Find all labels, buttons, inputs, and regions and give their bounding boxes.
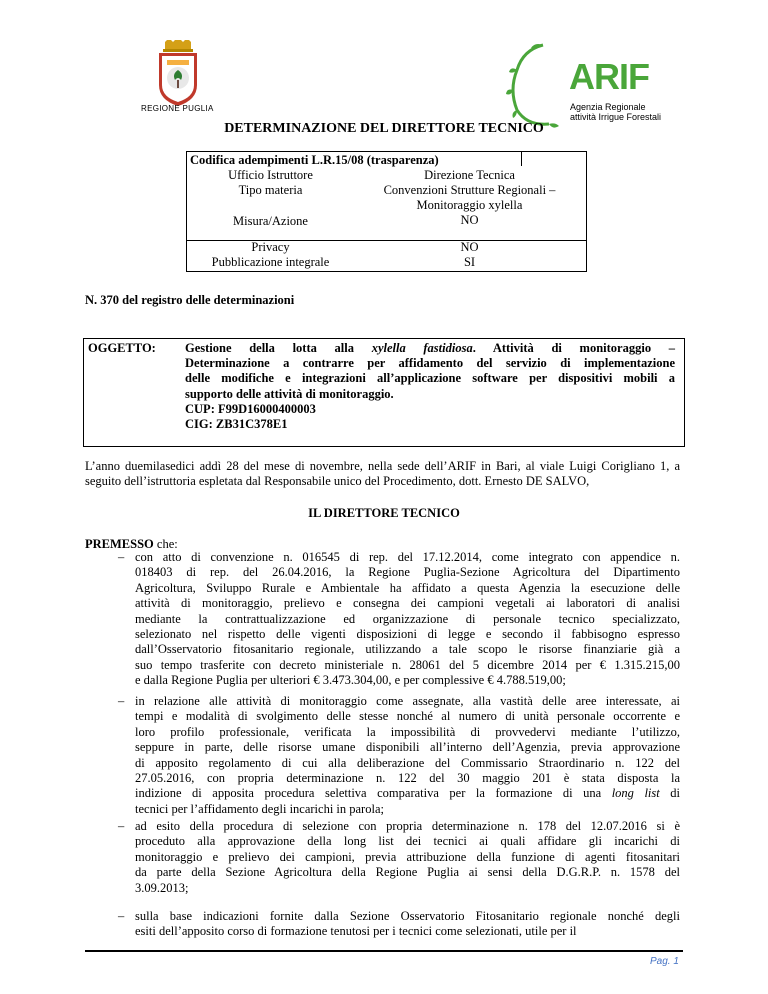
meta-heading: Codifica adempimenti L.R.15/08 (trasparenza) <box>190 153 439 167</box>
bullet-dash: – <box>118 909 125 923</box>
bullet-dash: – <box>118 694 125 708</box>
bullet-line: loro profilo professionale, verificata la impossibilità di provvedervi mediante l’utilizzo, <box>135 724 680 739</box>
bullet-line: tempi e modalità di svolgimento delle stesse nonché al numero di unità personale occorrente e <box>135 709 680 724</box>
meta-label-tipo: Tipo materia <box>238 183 303 197</box>
meta-label-misura: Misura/Azione <box>233 214 308 228</box>
oggetto-line-1 <box>185 341 675 356</box>
bullet-line: selezionato nel rispetto delle vigenti disposizioni di legge e secondo il fabbisogno espresso <box>135 626 680 641</box>
bullet-line: con atto di convenzione n. 016545 di rep. del 17.12.2014, come integrato con appendice n. <box>135 550 680 564</box>
oggetto-line1-italic: xylella fastidiosa <box>371 341 473 355</box>
bullet-line: monitoraggio e prelievo dei campioni, previa attribuzione della funzione di agenti fitosanitari <box>135 849 680 864</box>
bullet-line: e dalla Regione Puglia per ulteriori € 3.473.304,00, e per complessive € 4.788.519,00; <box>135 673 566 688</box>
bullet-line: suo tempo trasferite con decreto ministeriale n. 28061 del 5 dicembre 2014 per € 1.315.215,00 <box>135 657 680 672</box>
bullet-dash: – <box>118 550 125 564</box>
premesso-rest: che: <box>153 537 178 551</box>
oggetto-cup: CUP: F99D16000400003 <box>185 401 316 416</box>
bullet-line: indizione di apposita procedura selettiva comparativa per la formazione di una long list di <box>135 786 680 801</box>
oggetto-line-4: supporto delle attività di monitoraggio. <box>185 386 394 401</box>
bullet-line: 018403 di rep. del 26.04.2016, la Regione Puglia-Sezione Agricoltura del Dipartimento <box>135 565 680 580</box>
bullet-line: da parte della Sezione Agricoltura della Regione Puglia ai sensi della D.G.R.P. n. 1578 del <box>135 865 680 880</box>
page-number: Pag. 1 <box>650 956 679 967</box>
meta-value-ufficio: Direzione Tecnica <box>424 168 515 182</box>
oggetto-line1-post: . Attività di monitoraggio – <box>472 341 676 355</box>
oggetto-line-2: Determinazione a contrarre per affidamento del servizio di implementazione <box>185 356 675 371</box>
bullet-line: dall’Osservatorio fitosanitario regionale, utilizzando a tale scopo le risorse finanziarie già a <box>135 642 680 657</box>
meta-value-tipo-1: Convenzioni Strutture Regionali – <box>383 183 556 197</box>
bullet-line: di apposito regolamento di cui alla deliberazione del Commissario Straordinario n. 122 del <box>135 755 680 770</box>
bullet-line: esiti dell’apposito corso di formazione tenutosi per i tecnici come selezionati, utile per il <box>135 924 577 939</box>
bullet-paragraph <box>135 550 680 689</box>
meta-label-pubblicazione: Pubblicazione integrale <box>211 255 330 269</box>
bullet-line: attività di monitoraggio, prelievo e consegna dei campioni vegetali ai laboratori di analisi <box>135 596 680 611</box>
premesso-bold: PREMESSO <box>85 537 154 551</box>
section-heading: IL DIRETTORE TECNICO <box>308 506 460 520</box>
meta-value-tipo-2: Monitoraggio xylella <box>416 198 523 212</box>
regione-puglia-label: REGIONE PUGLIA <box>141 104 214 113</box>
meta-value-pubblicazione: SI <box>463 255 476 269</box>
bullet-line: Agricoltura, Sviluppo Rurale e Ambientale ha affidato a questa Agenzia la esecuzione delle <box>135 580 680 595</box>
oggetto-cig: CIG: ZB31C378E1 <box>185 417 288 432</box>
bullet-dash: – <box>118 819 125 833</box>
document-title: DETERMINAZIONE DEL DIRETTORE TECNICO <box>224 121 544 136</box>
arif-logo-text: ARIF <box>569 56 649 97</box>
registro-number: N. 370 del registro delle determinazioni <box>85 293 295 307</box>
bullet-line: seppure in parte, delle risorse umane disponibili all’interno dell’Agenzia, previa approvazione <box>135 740 680 755</box>
bullet-paragraph <box>135 819 680 896</box>
oggetto-line-3: delle modifiche e integrazioni all’applicazione software per dispositivi mobili a <box>185 371 675 386</box>
arif-subtitle-line1: Agenzia Regionale <box>570 102 646 112</box>
bullet-paragraph <box>135 909 680 940</box>
bullet-line: proceduto alla approvazione della long list dei tecnici ai quali affidare gli incarichi di <box>135 834 680 849</box>
meta-label-privacy: Privacy <box>251 240 290 254</box>
bullet-line: tecnici per l’affidamento degli incarichi in parola; <box>135 801 384 816</box>
oggetto-label: OGGETTO: <box>88 341 156 355</box>
bullet-line: sulla base indicazioni fornite dalla Sezione Osservatorio Fitosanitario regionale nonché degli <box>135 909 680 923</box>
oggetto-text <box>185 341 675 432</box>
bullet-line: in relazione alle attività di monitoraggio come assegnate, alla vastità delle aree interessate, ai <box>135 694 680 708</box>
meta-label-ufficio: Ufficio Istruttore <box>228 168 313 182</box>
meta-value-misura: NO <box>460 213 479 227</box>
bullet-line: 27.05.2016, con propria determinazione n. 122 del 30 maggio 201 è stata disposta la <box>135 770 680 785</box>
intro-paragraph: L’anno duemilasedici addì 28 del mese di novembre, nella sede dell’ARIF in Bari, al viale Luigi Corigliano 1, a seguito dell’istruttoria espletata dal Responsabile unico del Procedimento, dott. Ernesto DE SALVO, <box>85 459 680 489</box>
oggetto-line1-pre: Gestione della lotta alla <box>185 341 372 355</box>
bullet-line: ad esito della procedura di selezione con propria determinazione n. 178 del 12.07.2016 si è <box>135 819 680 833</box>
bullet-line: mediante la contrattualizzazione ed organizzazione di personale tecnico specializzato, <box>135 611 680 626</box>
meta-value-privacy: NO <box>460 240 479 254</box>
bullet-line: 3.09.2013; <box>135 880 189 895</box>
footer-divider <box>85 950 683 952</box>
arif-subtitle-line2: attività Irrigue Forestali <box>570 112 662 122</box>
bullet-paragraph <box>135 694 680 817</box>
